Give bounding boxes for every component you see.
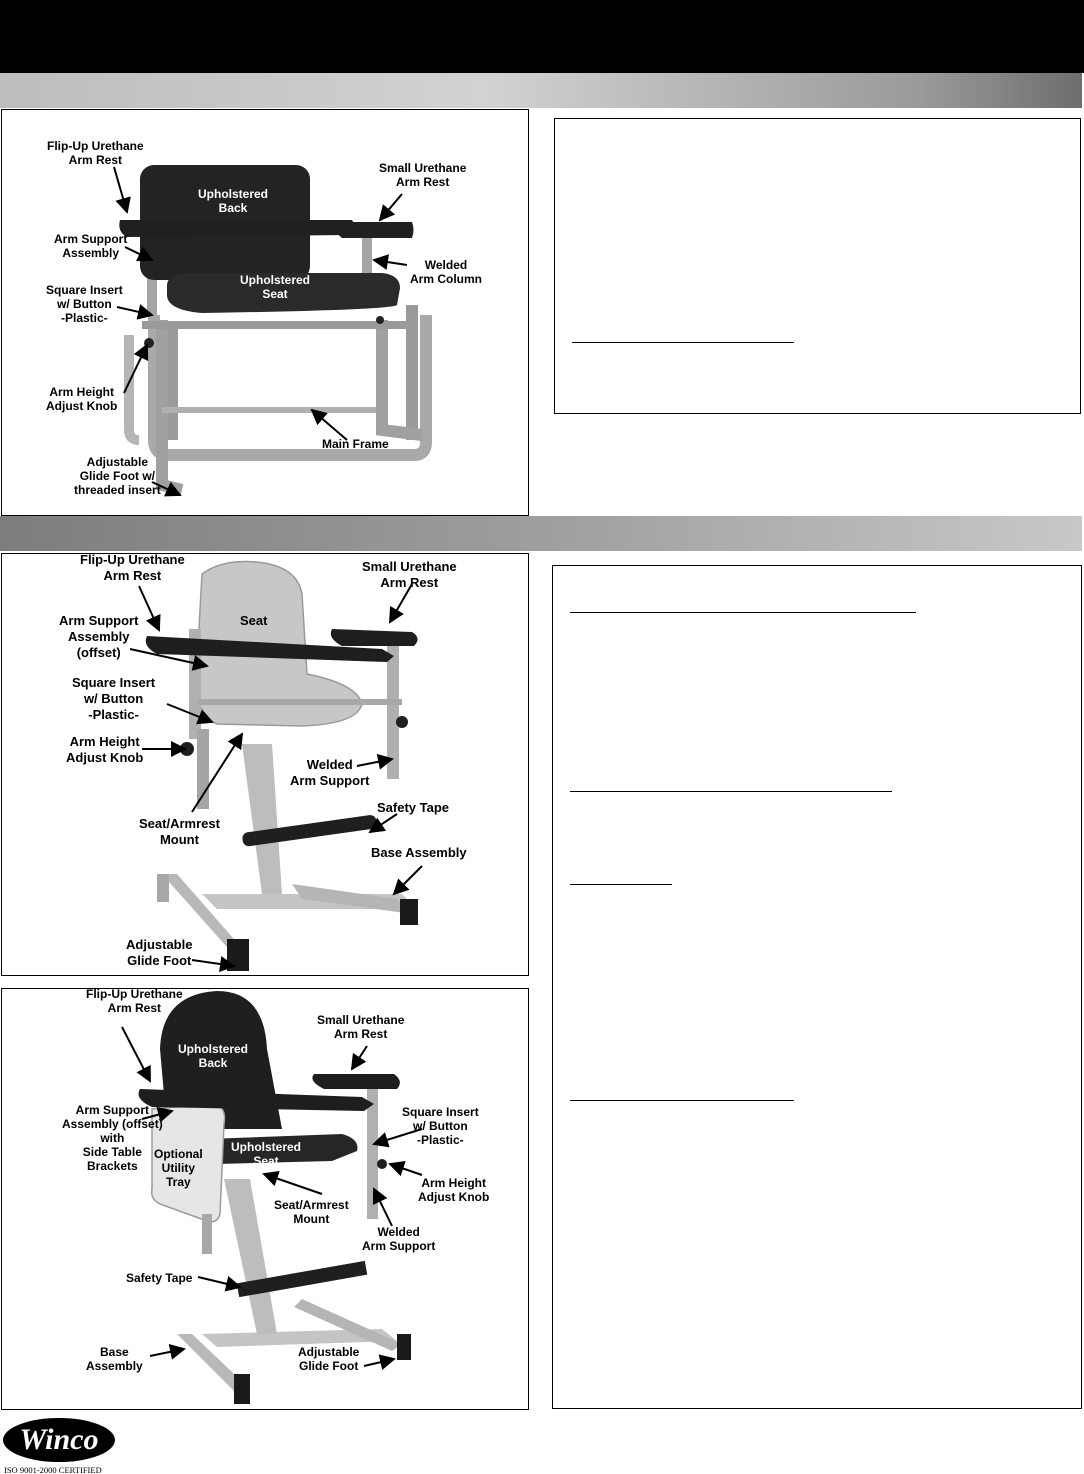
label-welded-arm-support: Welded Arm Support — [290, 757, 370, 788]
label-square-insert: Square Insert w/ Button -Plastic- — [402, 1105, 479, 1147]
label-small-arm-rest: Small Urethane Arm Rest — [379, 161, 467, 189]
section-bar-1 — [0, 73, 1082, 108]
text-box-1 — [554, 118, 1081, 414]
label-upholstered-back: Upholstered Back — [198, 187, 269, 215]
label-welded-arm-column: Welded Arm Column — [410, 258, 482, 286]
label-optional-utility-tray: Optional Utility Tray — [154, 1147, 203, 1189]
label-base-assembly: Base Assembly — [86, 1345, 143, 1373]
heading-underline — [570, 612, 916, 613]
label-arm-support-assembly: Arm Support Assembly — [54, 232, 128, 260]
text-box-2 — [552, 565, 1082, 1409]
iso-certification: ISO 9001-2000 CERTIFIED — [4, 1465, 102, 1474]
header-bar — [0, 0, 1084, 73]
heading-underline — [572, 342, 794, 343]
label-arm-height-knob: Arm Height Adjust Knob — [46, 385, 118, 413]
label-flip-up-arm-rest: Flip-Up Urethane Arm Rest — [47, 139, 144, 167]
section-bar-2 — [0, 516, 1082, 551]
winco-logo-mark — [2, 1416, 120, 1474]
label-safety-tape: Safety Tape — [377, 800, 450, 815]
label-flip-up-arm-rest: Flip-Up Urethane Arm Rest — [86, 987, 183, 1015]
label-seat: Seat — [240, 613, 268, 628]
label-glide-foot: Adjustable Glide Foot — [298, 1345, 360, 1373]
heading-underline — [570, 1100, 794, 1101]
label-base-assembly: Base Assembly — [371, 845, 467, 860]
label-arm-height-knob: Arm Height Adjust Knob — [66, 734, 144, 765]
label-seat-armrest-mount: Seat/Armrest Mount — [274, 1198, 349, 1226]
heading-underline — [570, 884, 672, 885]
label-safety-tape: Safety Tape — [126, 1271, 193, 1285]
label-welded-arm-support: Welded Arm Support — [362, 1225, 436, 1253]
logo-text: Winco — [19, 1423, 99, 1456]
chair-diagram-2 — [1, 553, 529, 976]
label-upholstered-seat: Upholstered Seat — [240, 273, 311, 301]
label-arm-support-assembly: Arm Support Assembly (offset) — [59, 613, 139, 660]
label-seat-armrest-mount: Seat/Armrest Mount — [139, 816, 220, 847]
label-upholstered-back: Upholstered Back — [178, 1042, 249, 1070]
winco-logo — [2, 1416, 120, 1474]
heading-underline — [570, 791, 892, 792]
chair-diagram-3 — [1, 988, 529, 1410]
label-small-arm-rest: Small Urethane Arm Rest — [362, 559, 457, 590]
chair-diagram-1 — [1, 109, 529, 516]
label-flip-up-arm-rest: Flip-Up Urethane Arm Rest — [80, 552, 185, 583]
label-upholstered-seat: Upholstered Seat — [231, 1140, 302, 1168]
label-small-arm-rest: Small Urethane Arm Rest — [317, 1013, 405, 1041]
label-glide-foot: Adjustable Glide Foot — [126, 937, 193, 968]
label-square-insert: Square Insert w/ Button -Plastic- — [72, 675, 156, 722]
label-square-insert: Square Insert w/ Button -Plastic- — [46, 283, 123, 325]
label-main-frame: Main Frame — [322, 437, 389, 451]
label-glide-foot: Adjustable Glide Foot w/ threaded insert — [74, 455, 161, 497]
label-arm-support-assembly: Arm Support Assembly (offset) with Side Table Brackets — [62, 1103, 163, 1173]
label-arm-height-knob: Arm Height Adjust Knob — [418, 1176, 490, 1204]
